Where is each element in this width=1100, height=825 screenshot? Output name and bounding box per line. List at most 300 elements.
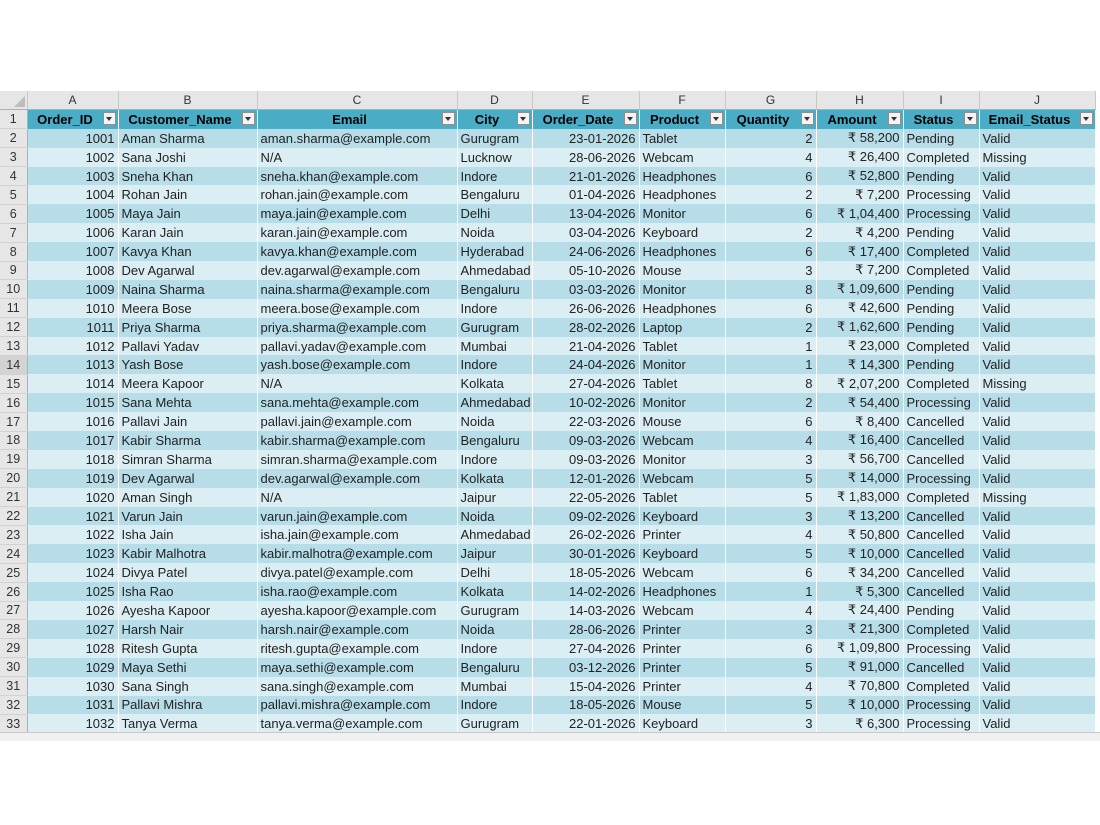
- cell-product[interactable]: Printer: [639, 658, 725, 677]
- cell-order-id[interactable]: 1010: [27, 299, 118, 318]
- cell-product[interactable]: Printer: [639, 620, 725, 639]
- cell-amount[interactable]: ₹ 34,200: [816, 563, 903, 582]
- cell-email-status[interactable]: Valid: [979, 355, 1095, 374]
- cell-email-status[interactable]: Valid: [979, 280, 1095, 299]
- cell-email-status[interactable]: Valid: [979, 450, 1095, 469]
- cell-amount[interactable]: ₹ 14,300: [816, 355, 903, 374]
- row-number[interactable]: 2: [0, 129, 27, 148]
- cell-customer-name[interactable]: Maya Jain: [118, 204, 257, 223]
- cell-product[interactable]: Monitor: [639, 280, 725, 299]
- cell-email[interactable]: dev.agarwal@example.com: [257, 469, 457, 488]
- cell-email-status[interactable]: Valid: [979, 563, 1095, 582]
- cell-status[interactable]: Completed: [903, 677, 979, 696]
- filter-dropdown-button[interactable]: [624, 112, 637, 125]
- cell-status[interactable]: Processing: [903, 185, 979, 204]
- cell-email[interactable]: aman.sharma@example.com: [257, 129, 457, 148]
- column-header-j[interactable]: J: [979, 91, 1095, 110]
- cell-customer-name[interactable]: Priya Sharma: [118, 318, 257, 337]
- cell-city[interactable]: Mumbai: [457, 337, 532, 356]
- cell-quantity[interactable]: 8: [725, 280, 816, 299]
- cell-city[interactable]: Bengaluru: [457, 185, 532, 204]
- cell-amount[interactable]: ₹ 52,800: [816, 167, 903, 186]
- cell-status[interactable]: Pending: [903, 223, 979, 242]
- cell-order-date[interactable]: 03-03-2026: [532, 280, 639, 299]
- cell-email[interactable]: N/A: [257, 374, 457, 393]
- row-number[interactable]: 1: [0, 110, 27, 129]
- cell-product[interactable]: Printer: [639, 639, 725, 658]
- cell-order-date[interactable]: 21-01-2026: [532, 167, 639, 186]
- cell-order-id[interactable]: 1006: [27, 223, 118, 242]
- cell-customer-name[interactable]: Simran Sharma: [118, 450, 257, 469]
- cell-product[interactable]: Headphones: [639, 242, 725, 261]
- cell-email[interactable]: kavya.khan@example.com: [257, 242, 457, 261]
- cell-order-id[interactable]: 1016: [27, 412, 118, 431]
- filter-dropdown-button[interactable]: [103, 112, 116, 125]
- cell-email[interactable]: rohan.jain@example.com: [257, 185, 457, 204]
- column-header-a[interactable]: A: [27, 91, 118, 110]
- column-header-g[interactable]: G: [725, 91, 816, 110]
- cell-city[interactable]: Hyderabad: [457, 242, 532, 261]
- row-number[interactable]: 6: [0, 204, 27, 223]
- cell-city[interactable]: Bengaluru: [457, 280, 532, 299]
- cell-order-date[interactable]: 21-04-2026: [532, 337, 639, 356]
- cell-email[interactable]: divya.patel@example.com: [257, 563, 457, 582]
- cell-city[interactable]: Noida: [457, 620, 532, 639]
- cell-email-status[interactable]: Valid: [979, 714, 1095, 733]
- cell-email[interactable]: N/A: [257, 148, 457, 167]
- cell-customer-name[interactable]: Sana Joshi: [118, 148, 257, 167]
- cell-status[interactable]: Completed: [903, 374, 979, 393]
- cell-order-id[interactable]: 1029: [27, 658, 118, 677]
- cell-product[interactable]: Headphones: [639, 299, 725, 318]
- cell-city[interactable]: Gurugram: [457, 714, 532, 733]
- cell-quantity[interactable]: 6: [725, 639, 816, 658]
- cell-amount[interactable]: ₹ 58,200: [816, 129, 903, 148]
- cell-product[interactable]: Keyboard: [639, 544, 725, 563]
- cell-order-date[interactable]: 27-04-2026: [532, 374, 639, 393]
- cell-city[interactable]: Kolkata: [457, 469, 532, 488]
- cell-quantity[interactable]: 1: [725, 355, 816, 374]
- cell-order-id[interactable]: 1021: [27, 507, 118, 526]
- row-number[interactable]: 5: [0, 185, 27, 204]
- cell-customer-name[interactable]: Maya Sethi: [118, 658, 257, 677]
- cell-status[interactable]: Pending: [903, 355, 979, 374]
- cell-customer-name[interactable]: Kabir Malhotra: [118, 544, 257, 563]
- cell-order-date[interactable]: 22-03-2026: [532, 412, 639, 431]
- cell-status[interactable]: Cancelled: [903, 431, 979, 450]
- cell-order-id[interactable]: 1027: [27, 620, 118, 639]
- cell-order-id[interactable]: 1020: [27, 488, 118, 507]
- cell-email-status[interactable]: Valid: [979, 318, 1095, 337]
- cell-email-status[interactable]: Valid: [979, 696, 1095, 715]
- filter-dropdown-button[interactable]: [442, 112, 455, 125]
- cell-order-date[interactable]: 22-05-2026: [532, 488, 639, 507]
- cell-city[interactable]: Kolkata: [457, 374, 532, 393]
- cell-amount[interactable]: ₹ 23,000: [816, 337, 903, 356]
- cell-amount[interactable]: ₹ 4,200: [816, 223, 903, 242]
- cell-order-id[interactable]: 1022: [27, 525, 118, 544]
- cell-quantity[interactable]: 3: [725, 261, 816, 280]
- cell-quantity[interactable]: 6: [725, 299, 816, 318]
- cell-order-id[interactable]: 1031: [27, 696, 118, 715]
- row-number[interactable]: 15: [0, 374, 27, 393]
- cell-customer-name[interactable]: Ayesha Kapoor: [118, 601, 257, 620]
- cell-city[interactable]: Bengaluru: [457, 658, 532, 677]
- cell-city[interactable]: Lucknow: [457, 148, 532, 167]
- cell-customer-name[interactable]: Meera Kapoor: [118, 374, 257, 393]
- cell-email[interactable]: naina.sharma@example.com: [257, 280, 457, 299]
- cell-status[interactable]: Pending: [903, 167, 979, 186]
- cell-product[interactable]: Webcam: [639, 431, 725, 450]
- cell-email[interactable]: ayesha.kapoor@example.com: [257, 601, 457, 620]
- cell-email[interactable]: sneha.khan@example.com: [257, 167, 457, 186]
- cell-product[interactable]: Webcam: [639, 469, 725, 488]
- filter-dropdown-button[interactable]: [710, 112, 723, 125]
- cell-quantity[interactable]: 1: [725, 582, 816, 601]
- cell-email-status[interactable]: Valid: [979, 337, 1095, 356]
- row-number[interactable]: 4: [0, 167, 27, 186]
- cell-order-id[interactable]: 1028: [27, 639, 118, 658]
- cell-amount[interactable]: ₹ 10,000: [816, 544, 903, 563]
- cell-email[interactable]: sana.singh@example.com: [257, 677, 457, 696]
- cell-order-date[interactable]: 01-04-2026: [532, 185, 639, 204]
- cell-order-id[interactable]: 1019: [27, 469, 118, 488]
- cell-order-date[interactable]: 12-01-2026: [532, 469, 639, 488]
- cell-order-date[interactable]: 28-06-2026: [532, 148, 639, 167]
- column-header-c[interactable]: C: [257, 91, 457, 110]
- cell-city[interactable]: Ahmedabad: [457, 261, 532, 280]
- column-header-h[interactable]: H: [816, 91, 903, 110]
- cell-customer-name[interactable]: Aman Sharma: [118, 129, 257, 148]
- cell-city[interactable]: Kolkata: [457, 582, 532, 601]
- cell-email-status[interactable]: Valid: [979, 620, 1095, 639]
- cell-status[interactable]: Processing: [903, 469, 979, 488]
- cell-amount[interactable]: ₹ 16,400: [816, 431, 903, 450]
- cell-order-date[interactable]: 24-04-2026: [532, 355, 639, 374]
- cell-order-date[interactable]: 09-03-2026: [532, 431, 639, 450]
- cell-quantity[interactable]: 1: [725, 337, 816, 356]
- cell-order-id[interactable]: 1032: [27, 714, 118, 733]
- cell-product[interactable]: Printer: [639, 677, 725, 696]
- cell-quantity[interactable]: 5: [725, 696, 816, 715]
- cell-amount[interactable]: ₹ 1,62,600: [816, 318, 903, 337]
- row-number[interactable]: 24: [0, 544, 27, 563]
- cell-email-status[interactable]: Missing: [979, 488, 1095, 507]
- cell-amount[interactable]: ₹ 70,800: [816, 677, 903, 696]
- cell-status[interactable]: Cancelled: [903, 658, 979, 677]
- cell-customer-name[interactable]: Dev Agarwal: [118, 469, 257, 488]
- row-number[interactable]: 26: [0, 582, 27, 601]
- cell-quantity[interactable]: 8: [725, 374, 816, 393]
- cell-customer-name[interactable]: Sana Mehta: [118, 393, 257, 412]
- cell-quantity[interactable]: 2: [725, 393, 816, 412]
- cell-status[interactable]: Pending: [903, 601, 979, 620]
- cell-order-date[interactable]: 28-02-2026: [532, 318, 639, 337]
- cell-amount[interactable]: ₹ 54,400: [816, 393, 903, 412]
- cell-email-status[interactable]: Valid: [979, 412, 1095, 431]
- cell-status[interactable]: Cancelled: [903, 563, 979, 582]
- cell-email[interactable]: priya.sharma@example.com: [257, 318, 457, 337]
- cell-amount[interactable]: ₹ 5,300: [816, 582, 903, 601]
- cell-customer-name[interactable]: Pallavi Yadav: [118, 337, 257, 356]
- cell-status[interactable]: Cancelled: [903, 412, 979, 431]
- cell-order-date[interactable]: 28-06-2026: [532, 620, 639, 639]
- row-number[interactable]: 25: [0, 563, 27, 582]
- cell-status[interactable]: Completed: [903, 242, 979, 261]
- cell-product[interactable]: Monitor: [639, 204, 725, 223]
- cell-product[interactable]: Mouse: [639, 261, 725, 280]
- row-number[interactable]: 33: [0, 714, 27, 733]
- column-header-i[interactable]: I: [903, 91, 979, 110]
- cell-product[interactable]: Mouse: [639, 412, 725, 431]
- row-number[interactable]: 12: [0, 318, 27, 337]
- cell-order-id[interactable]: 1002: [27, 148, 118, 167]
- cell-email-status[interactable]: Valid: [979, 469, 1095, 488]
- filter-dropdown-button[interactable]: [517, 112, 530, 125]
- cell-order-id[interactable]: 1030: [27, 677, 118, 696]
- row-number[interactable]: 17: [0, 412, 27, 431]
- cell-quantity[interactable]: 2: [725, 129, 816, 148]
- cell-order-id[interactable]: 1015: [27, 393, 118, 412]
- cell-product[interactable]: Keyboard: [639, 223, 725, 242]
- cell-email[interactable]: simran.sharma@example.com: [257, 450, 457, 469]
- cell-amount[interactable]: ₹ 10,000: [816, 696, 903, 715]
- cell-city[interactable]: Indore: [457, 355, 532, 374]
- cell-order-id[interactable]: 1018: [27, 450, 118, 469]
- cell-order-id[interactable]: 1014: [27, 374, 118, 393]
- cell-amount[interactable]: ₹ 24,400: [816, 601, 903, 620]
- cell-amount[interactable]: ₹ 13,200: [816, 507, 903, 526]
- cell-order-date[interactable]: 30-01-2026: [532, 544, 639, 563]
- cell-customer-name[interactable]: Naina Sharma: [118, 280, 257, 299]
- cell-order-date[interactable]: 24-06-2026: [532, 242, 639, 261]
- cell-email-status[interactable]: Valid: [979, 601, 1095, 620]
- cell-email[interactable]: kabir.malhotra@example.com: [257, 544, 457, 563]
- cell-email-status[interactable]: Missing: [979, 148, 1095, 167]
- cell-product[interactable]: Webcam: [639, 601, 725, 620]
- cell-email-status[interactable]: Valid: [979, 261, 1095, 280]
- cell-order-id[interactable]: 1009: [27, 280, 118, 299]
- cell-amount[interactable]: ₹ 6,300: [816, 714, 903, 733]
- cell-city[interactable]: Indore: [457, 167, 532, 186]
- cell-city[interactable]: Delhi: [457, 204, 532, 223]
- row-number[interactable]: 7: [0, 223, 27, 242]
- cell-city[interactable]: Jaipur: [457, 488, 532, 507]
- cell-status[interactable]: Pending: [903, 129, 979, 148]
- cell-status[interactable]: Completed: [903, 337, 979, 356]
- cell-city[interactable]: Noida: [457, 507, 532, 526]
- cell-email[interactable]: pallavi.jain@example.com: [257, 412, 457, 431]
- cell-amount[interactable]: ₹ 17,400: [816, 242, 903, 261]
- row-number[interactable]: 14: [0, 355, 27, 374]
- cell-customer-name[interactable]: Meera Bose: [118, 299, 257, 318]
- cell-product[interactable]: Laptop: [639, 318, 725, 337]
- cell-email[interactable]: N/A: [257, 488, 457, 507]
- cell-email[interactable]: karan.jain@example.com: [257, 223, 457, 242]
- row-number[interactable]: 28: [0, 620, 27, 639]
- row-number[interactable]: 8: [0, 242, 27, 261]
- cell-status[interactable]: Pending: [903, 318, 979, 337]
- cell-product[interactable]: Printer: [639, 525, 725, 544]
- cell-order-id[interactable]: 1004: [27, 185, 118, 204]
- cell-order-date[interactable]: 10-02-2026: [532, 393, 639, 412]
- cell-status[interactable]: Processing: [903, 204, 979, 223]
- cell-order-date[interactable]: 27-04-2026: [532, 639, 639, 658]
- cell-order-id[interactable]: 1017: [27, 431, 118, 450]
- row-number[interactable]: 13: [0, 337, 27, 356]
- cell-quantity[interactable]: 3: [725, 507, 816, 526]
- filter-dropdown-button[interactable]: [1080, 112, 1093, 125]
- cell-quantity[interactable]: 4: [725, 601, 816, 620]
- cell-email-status[interactable]: Valid: [979, 507, 1095, 526]
- cell-order-date[interactable]: 05-10-2026: [532, 261, 639, 280]
- cell-email[interactable]: sana.mehta@example.com: [257, 393, 457, 412]
- cell-city[interactable]: Jaipur: [457, 544, 532, 563]
- cell-status[interactable]: Pending: [903, 299, 979, 318]
- cell-status[interactable]: Processing: [903, 696, 979, 715]
- cell-amount[interactable]: ₹ 50,800: [816, 525, 903, 544]
- cell-order-date[interactable]: 26-06-2026: [532, 299, 639, 318]
- cell-amount[interactable]: ₹ 1,04,400: [816, 204, 903, 223]
- cell-customer-name[interactable]: Rohan Jain: [118, 185, 257, 204]
- cell-status[interactable]: Processing: [903, 393, 979, 412]
- row-number[interactable]: 30: [0, 658, 27, 677]
- cell-order-id[interactable]: 1026: [27, 601, 118, 620]
- cell-order-date[interactable]: 22-01-2026: [532, 714, 639, 733]
- cell-quantity[interactable]: 2: [725, 318, 816, 337]
- cell-order-date[interactable]: 09-03-2026: [532, 450, 639, 469]
- cell-email-status[interactable]: Valid: [979, 223, 1095, 242]
- cell-city[interactable]: Delhi: [457, 563, 532, 582]
- cell-customer-name[interactable]: Karan Jain: [118, 223, 257, 242]
- cell-customer-name[interactable]: Varun Jain: [118, 507, 257, 526]
- cell-product[interactable]: Monitor: [639, 450, 725, 469]
- cell-product[interactable]: Tablet: [639, 374, 725, 393]
- cell-amount[interactable]: ₹ 42,600: [816, 299, 903, 318]
- column-header-d[interactable]: D: [457, 91, 532, 110]
- cell-quantity[interactable]: 5: [725, 658, 816, 677]
- cell-amount[interactable]: ₹ 2,07,200: [816, 374, 903, 393]
- cell-city[interactable]: Indore: [457, 696, 532, 715]
- cell-amount[interactable]: ₹ 7,200: [816, 185, 903, 204]
- cell-email-status[interactable]: Valid: [979, 129, 1095, 148]
- row-number[interactable]: 21: [0, 488, 27, 507]
- cell-product[interactable]: Mouse: [639, 696, 725, 715]
- cell-order-date[interactable]: 03-12-2026: [532, 658, 639, 677]
- cell-city[interactable]: Noida: [457, 412, 532, 431]
- cell-customer-name[interactable]: Yash Bose: [118, 355, 257, 374]
- cell-order-id[interactable]: 1003: [27, 167, 118, 186]
- cell-amount[interactable]: ₹ 1,09,800: [816, 639, 903, 658]
- filter-dropdown-button[interactable]: [801, 112, 814, 125]
- cell-product[interactable]: Tablet: [639, 129, 725, 148]
- column-header-f[interactable]: F: [639, 91, 725, 110]
- cell-city[interactable]: Gurugram: [457, 129, 532, 148]
- cell-quantity[interactable]: 6: [725, 242, 816, 261]
- cell-status[interactable]: Processing: [903, 639, 979, 658]
- cell-order-date[interactable]: 03-04-2026: [532, 223, 639, 242]
- cell-amount[interactable]: ₹ 1,09,600: [816, 280, 903, 299]
- cell-city[interactable]: Indore: [457, 639, 532, 658]
- cell-city[interactable]: Gurugram: [457, 601, 532, 620]
- cell-customer-name[interactable]: Dev Agarwal: [118, 261, 257, 280]
- row-number[interactable]: 16: [0, 393, 27, 412]
- cell-quantity[interactable]: 5: [725, 469, 816, 488]
- cell-quantity[interactable]: 6: [725, 204, 816, 223]
- cell-email[interactable]: ritesh.gupta@example.com: [257, 639, 457, 658]
- cell-email[interactable]: maya.jain@example.com: [257, 204, 457, 223]
- cell-quantity[interactable]: 5: [725, 488, 816, 507]
- cell-city[interactable]: Noida: [457, 223, 532, 242]
- cell-product[interactable]: Monitor: [639, 393, 725, 412]
- row-number[interactable]: 11: [0, 299, 27, 318]
- cell-order-id[interactable]: 1013: [27, 355, 118, 374]
- cell-email[interactable]: maya.sethi@example.com: [257, 658, 457, 677]
- cell-order-date[interactable]: 18-05-2026: [532, 563, 639, 582]
- cell-customer-name[interactable]: Divya Patel: [118, 563, 257, 582]
- cell-city[interactable]: Indore: [457, 450, 532, 469]
- row-number[interactable]: 9: [0, 261, 27, 280]
- cell-product[interactable]: Tablet: [639, 488, 725, 507]
- cell-order-date[interactable]: 23-01-2026: [532, 129, 639, 148]
- column-header-b[interactable]: B: [118, 91, 257, 110]
- cell-product[interactable]: Headphones: [639, 185, 725, 204]
- cell-email[interactable]: pallavi.mishra@example.com: [257, 696, 457, 715]
- cell-product[interactable]: Monitor: [639, 355, 725, 374]
- row-number[interactable]: 10: [0, 280, 27, 299]
- cell-customer-name[interactable]: Tanya Verma: [118, 714, 257, 733]
- cell-quantity[interactable]: 2: [725, 185, 816, 204]
- filter-dropdown-button[interactable]: [242, 112, 255, 125]
- cell-email[interactable]: varun.jain@example.com: [257, 507, 457, 526]
- cell-customer-name[interactable]: Harsh Nair: [118, 620, 257, 639]
- row-number[interactable]: 3: [0, 148, 27, 167]
- cell-order-date[interactable]: 18-05-2026: [532, 696, 639, 715]
- cell-order-date[interactable]: 14-02-2026: [532, 582, 639, 601]
- column-header-e[interactable]: E: [532, 91, 639, 110]
- cell-order-id[interactable]: 1001: [27, 129, 118, 148]
- cell-email[interactable]: isha.jain@example.com: [257, 525, 457, 544]
- cell-product[interactable]: Keyboard: [639, 507, 725, 526]
- cell-product[interactable]: Tablet: [639, 337, 725, 356]
- select-all-corner[interactable]: [0, 91, 27, 110]
- cell-quantity[interactable]: 3: [725, 450, 816, 469]
- row-number[interactable]: 22: [0, 507, 27, 526]
- row-number[interactable]: 19: [0, 450, 27, 469]
- cell-order-id[interactable]: 1011: [27, 318, 118, 337]
- cell-city[interactable]: Indore: [457, 299, 532, 318]
- cell-customer-name[interactable]: Isha Jain: [118, 525, 257, 544]
- cell-email-status[interactable]: Valid: [979, 242, 1095, 261]
- cell-status[interactable]: Completed: [903, 488, 979, 507]
- cell-amount[interactable]: ₹ 56,700: [816, 450, 903, 469]
- cell-order-date[interactable]: 26-02-2026: [532, 525, 639, 544]
- row-number[interactable]: 31: [0, 677, 27, 696]
- cell-product[interactable]: Headphones: [639, 582, 725, 601]
- row-number[interactable]: 27: [0, 601, 27, 620]
- cell-order-id[interactable]: 1023: [27, 544, 118, 563]
- cell-customer-name[interactable]: Pallavi Mishra: [118, 696, 257, 715]
- cell-quantity[interactable]: 3: [725, 620, 816, 639]
- cell-customer-name[interactable]: Pallavi Jain: [118, 412, 257, 431]
- cell-product[interactable]: Webcam: [639, 148, 725, 167]
- filter-dropdown-button[interactable]: [888, 112, 901, 125]
- row-number[interactable]: 20: [0, 469, 27, 488]
- cell-email-status[interactable]: Valid: [979, 582, 1095, 601]
- cell-status[interactable]: Cancelled: [903, 450, 979, 469]
- cell-product[interactable]: Webcam: [639, 563, 725, 582]
- cell-email-status[interactable]: Valid: [979, 639, 1095, 658]
